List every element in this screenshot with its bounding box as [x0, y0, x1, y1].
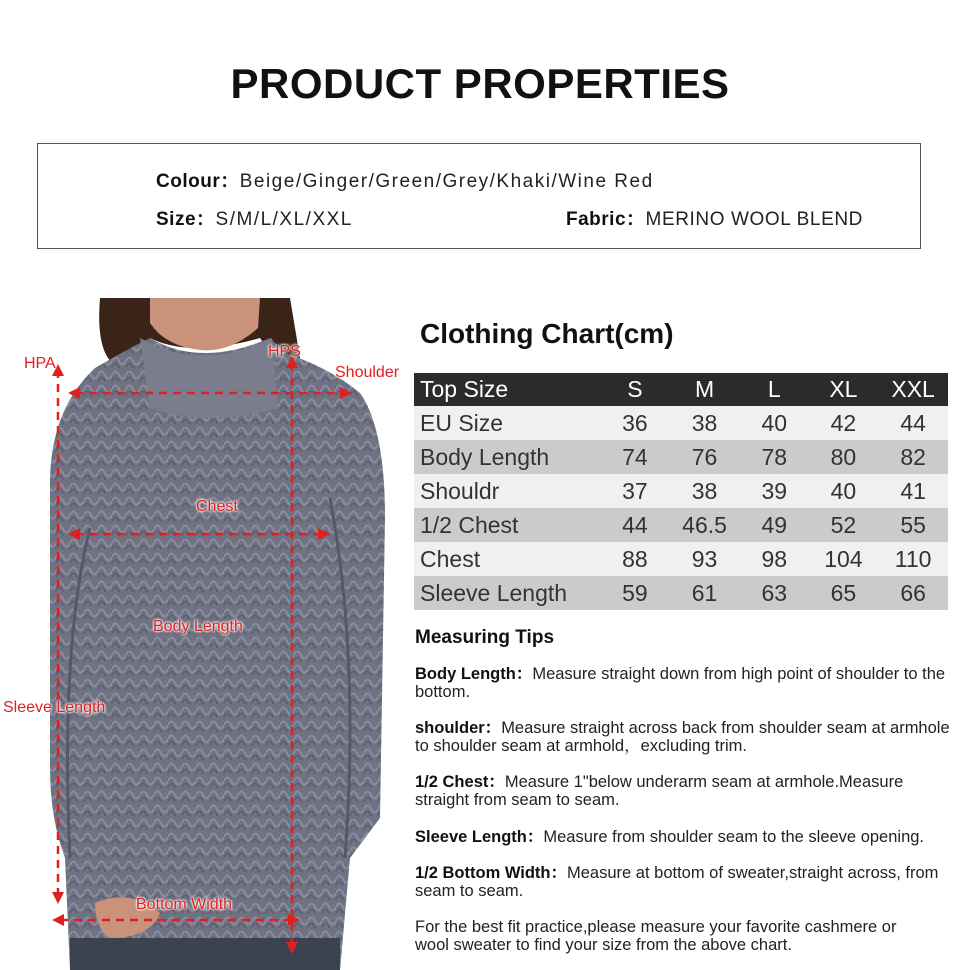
- row-label: Body Length: [414, 440, 601, 474]
- tip-label: Sleeve Length：: [415, 828, 544, 846]
- table-cell: 52: [809, 508, 879, 542]
- tip-text: Measure 1"below underarm seam at armhole.Measure straight from seam to seam.: [415, 773, 904, 809]
- tip-half-chest: [415, 773, 955, 809]
- size-value: S/M/L/XL/XXL: [215, 209, 353, 230]
- tip-text: Measure at bottom of sweater,straight across, from seam to seam.: [415, 864, 939, 900]
- table-cell: 82: [878, 440, 948, 474]
- table-cell: 80: [809, 440, 879, 474]
- table-header-cell: XXL: [878, 373, 948, 406]
- table-cell: 65: [809, 576, 879, 610]
- hpa-label: HPA: [24, 355, 56, 372]
- fabric-label: Fabric：: [566, 209, 646, 230]
- row-label: EU Size: [414, 406, 601, 440]
- colour-label: Colour：: [156, 171, 240, 192]
- table-header-cell: M: [669, 373, 740, 406]
- table-row: [414, 440, 948, 474]
- colour-value: Beige/Ginger/Green/Grey/Khaki/Wine Red: [239, 171, 654, 192]
- table-row: [414, 406, 948, 440]
- table-cell: 40: [809, 474, 879, 508]
- table-header-cell: S: [601, 373, 670, 406]
- table-row: [414, 508, 948, 542]
- chest-label: Chest: [196, 498, 238, 515]
- table-cell: 76: [669, 440, 740, 474]
- table-cell: 38: [669, 406, 740, 440]
- table-cell: 44: [878, 406, 948, 440]
- sweater-shape: [50, 338, 385, 970]
- tip-label: Body Length：: [415, 665, 533, 683]
- product-properties-box: [37, 143, 921, 249]
- table-cell: 40: [740, 406, 809, 440]
- jeans-shape: [70, 938, 340, 970]
- table-cell: 104: [809, 542, 879, 576]
- tip-text: Measure from shoulder seam to the sleeve opening.: [543, 828, 925, 846]
- table-header-cell: Top Size: [414, 373, 601, 406]
- table-header-cell: XL: [809, 373, 879, 406]
- measuring-tips-title: Measuring Tips: [415, 627, 555, 648]
- table-cell: 39: [740, 474, 809, 508]
- table-cell: 63: [740, 576, 809, 610]
- table-cell: 55: [878, 508, 948, 542]
- body-length-label: Body Length: [153, 618, 243, 635]
- table-row: [414, 542, 948, 576]
- size-row: [156, 204, 353, 231]
- bottom-width-label: Bottom Width: [136, 896, 233, 913]
- tip-text: Measure straight across back from shoulder seam at armhole to shoulder seam at armhold，excluding trim.: [415, 719, 950, 755]
- tip-label: 1/2 Bottom Width：: [415, 864, 568, 882]
- table-cell: 38: [669, 474, 740, 508]
- row-label: Shouldr: [414, 474, 601, 508]
- table-cell: 66: [878, 576, 948, 610]
- table-cell: 98: [740, 542, 809, 576]
- table-cell: 59: [601, 576, 670, 610]
- table-cell: 61: [669, 576, 740, 610]
- table-cell: 46.5: [669, 508, 740, 542]
- row-label: 1/2 Chest: [414, 508, 601, 542]
- table-cell: 49: [740, 508, 809, 542]
- page-title: PRODUCT PROPERTIES: [230, 60, 730, 107]
- table-cell: 41: [878, 474, 948, 508]
- shoulder-label: Shoulder: [335, 364, 400, 381]
- chart-title: Clothing Chart(cm): [420, 318, 674, 349]
- size-chart-table: [414, 373, 948, 610]
- sleeve-length-label: Sleeve Length: [3, 699, 106, 716]
- table-cell: 37: [601, 474, 670, 508]
- size-label: Size：: [156, 209, 216, 230]
- tip-text: Measure straight down from high point of shoulder to the bottom.: [415, 665, 946, 701]
- tip-shoulder: [415, 719, 955, 755]
- table-cell: 78: [740, 440, 809, 474]
- tip-label: 1/2 Chest：: [415, 773, 505, 791]
- table-header-cell: L: [740, 373, 809, 406]
- table-cell: 110: [878, 542, 948, 576]
- table-row: [414, 474, 948, 508]
- tip-body-length: [415, 665, 955, 701]
- table-cell: 36: [601, 406, 670, 440]
- table-cell: 42: [809, 406, 879, 440]
- fabric-row: [566, 204, 863, 231]
- table-cell: 88: [601, 542, 670, 576]
- tip-sleeve-length: [415, 828, 955, 846]
- table-cell: 44: [601, 508, 670, 542]
- tip-label: shoulder：: [415, 719, 502, 737]
- colour-row: [156, 166, 654, 193]
- row-label: Sleeve Length: [414, 576, 601, 610]
- fabric-value: MERINO WOOL BLEND: [645, 209, 863, 230]
- tip-bottom-width: [415, 864, 955, 900]
- row-label: Chest: [414, 542, 601, 576]
- table-row: [414, 576, 948, 610]
- table-cell: 93: [669, 542, 740, 576]
- hps-label: HPS: [268, 343, 301, 360]
- tips-footer: For the best fit practice,please measure your favorite cashmere or wool sweater to find your size from the above chart.: [415, 918, 897, 954]
- table-cell: 74: [601, 440, 670, 474]
- table-header-row: [414, 373, 948, 406]
